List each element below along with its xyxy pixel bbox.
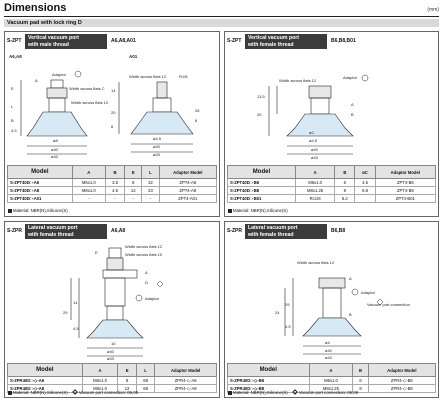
table-cell: 8	[353, 385, 368, 393]
square-bullet-icon	[228, 391, 232, 395]
spec-table	[7, 363, 217, 393]
dimension-drawing	[7, 52, 219, 162]
table-cell: 12	[118, 385, 136, 393]
table-row	[228, 187, 436, 195]
table-cell: ZPR4-◇-A6	[155, 377, 217, 385]
note-text: Vacuum port connection: 06,08	[78, 390, 139, 395]
drawing-label: Adaptor	[52, 72, 67, 77]
dimension-drawing	[227, 52, 438, 162]
drawing-label: ø4.5	[153, 136, 162, 141]
column-header: L	[136, 364, 154, 377]
section-title: Vacuum pad with lock ring D	[4, 19, 439, 27]
drawing-label: A01	[129, 54, 138, 59]
drawing-svg	[227, 52, 438, 162]
table-cell: ZPT4-A6	[159, 179, 216, 187]
badge-line: Vertical vacuum port	[248, 34, 300, 41]
column-header: A	[295, 166, 334, 179]
series-code: S-ZPR	[7, 228, 22, 234]
drawing-label: ø43	[153, 152, 160, 157]
adaptor-marker	[136, 295, 142, 301]
drawing-label: Width across flats 12	[297, 260, 335, 265]
table-cell: ZPT4-A8	[159, 187, 216, 195]
table-cell: -	[105, 195, 124, 203]
table-cell: 6	[335, 179, 355, 187]
table-row	[228, 377, 436, 385]
material-note	[8, 390, 138, 395]
table-cell: 3.5	[105, 179, 124, 187]
drawing-label: L	[11, 104, 14, 109]
table-cell: M8x1.0	[72, 187, 105, 195]
drawing-label: ø43	[325, 355, 332, 360]
table-cell: 8	[125, 179, 142, 187]
drawing-label: 13.5	[257, 94, 265, 99]
model-cell: S-ZPT40D□-A01	[8, 195, 73, 203]
drawing-label: 4.5	[73, 326, 79, 331]
series-code: S-ZPT	[7, 38, 22, 44]
drawing-label: Width across flats 10	[125, 252, 163, 257]
type-badge	[245, 34, 327, 49]
drawing-label: ø8	[53, 138, 58, 143]
drawing-label: B	[351, 112, 354, 117]
drawing-label: B	[349, 312, 352, 317]
table-cell: Rc1/8	[295, 195, 334, 203]
adaptor-marker	[362, 75, 368, 81]
table-cell: ZPT4-B01	[375, 195, 435, 203]
column-header: Model	[228, 364, 310, 377]
badge-line: Lateral vacuum port	[248, 224, 298, 231]
drawing-label: 14	[73, 300, 78, 305]
drawing-label: Width across flats 12	[279, 78, 317, 83]
drawing-label: Width across flats C	[69, 86, 105, 91]
type-badge	[25, 224, 107, 239]
model-cell: S-ZPR40D□-◇-A8	[8, 385, 83, 393]
drawing-label: Adaptor	[343, 75, 358, 80]
panel-zpt-female	[224, 31, 439, 217]
note-text: Material: NBR(N),Silicone(S)	[13, 390, 68, 395]
drawing-svg	[227, 240, 438, 360]
badge-line: with female thread	[248, 41, 294, 48]
material-note	[228, 208, 288, 213]
variants-label: B6,B8	[331, 228, 346, 234]
variants-label: A6,A8,A01	[111, 38, 136, 44]
drawing-label: A6,A8	[9, 54, 22, 59]
drawing-label: E	[11, 86, 14, 91]
column-header: øC	[355, 166, 375, 179]
table-cell: 12	[125, 187, 142, 195]
drawing-label: ø40	[107, 349, 114, 354]
series-code: S-ZPT	[227, 38, 242, 44]
drawing-label: ø43	[311, 155, 318, 160]
column-header: L	[142, 166, 159, 179]
drawing-label: ø4.5	[309, 138, 318, 143]
drawing-label: 8	[195, 118, 198, 123]
table-cell: 4.5	[105, 187, 124, 195]
drawing-label: ø43	[51, 154, 58, 159]
panel-zpr-b	[224, 221, 439, 398]
badge-line: Vertical vacuum port	[28, 34, 80, 41]
drawing-label: ø43	[107, 356, 114, 361]
drawing-label: ø40	[311, 147, 318, 152]
drawing-label: ø40	[153, 144, 160, 149]
column-header: A	[309, 364, 353, 377]
column-header: Model	[8, 166, 73, 179]
drawing-label: ø40	[51, 147, 58, 152]
column-header: B	[353, 364, 368, 377]
note-text: Material: NBR(N),Silicone(S)	[13, 208, 68, 213]
drawing-label: Width across flats 12	[71, 100, 109, 105]
table-row	[8, 377, 217, 385]
table-cell	[355, 195, 375, 203]
drawing-label: Vacuum port connection	[367, 302, 410, 307]
model-cell: S-ZPR40D□-◇-B8	[228, 385, 310, 393]
column-header: A	[82, 364, 118, 377]
badge-line: with female thread	[28, 231, 74, 238]
spec-table	[7, 165, 217, 203]
column-header: Model	[228, 166, 296, 179]
table-cell: M6x1.0	[309, 377, 353, 385]
page-header	[4, 2, 439, 16]
drawing-label: øC	[309, 130, 315, 135]
drawing-label: ø4	[325, 340, 330, 345]
drawing-label: 6	[111, 124, 114, 129]
drawing-label: 29	[63, 310, 68, 315]
note-text: Vacuum port connection: 06,08	[298, 390, 359, 395]
table-cell: M6x1.0	[72, 179, 105, 187]
column-header: Model	[8, 364, 83, 377]
material-note	[8, 208, 68, 213]
table-cell: 4.5	[355, 179, 375, 187]
drawing-label: A	[351, 102, 354, 107]
diamond-icon	[292, 389, 298, 395]
square-bullet-icon	[228, 209, 232, 213]
table-row	[8, 179, 217, 187]
drawing-label: 4.5	[285, 324, 291, 329]
model-cell: S-ZPR40D□-◇-A6	[8, 377, 83, 385]
model-cell: S-ZPT40D□-A8	[8, 187, 73, 195]
dimension-drawing	[227, 240, 438, 360]
table-cell: M8x1.25	[295, 187, 334, 195]
panel-zpt-male	[4, 31, 220, 217]
type-badge	[25, 34, 107, 49]
column-header: Adaptor Model	[375, 166, 435, 179]
drawing-label: 29	[285, 302, 290, 307]
table-cell: ZPR4-◇-A8	[155, 385, 217, 393]
drawing-label: 10	[111, 341, 116, 346]
drawing-label: B	[11, 118, 14, 123]
dimension-drawing	[7, 240, 219, 360]
table-cell: ZPR4-◇-B6	[368, 377, 435, 385]
table-cell: -	[72, 195, 105, 203]
page-title: Dimensions	[4, 2, 67, 14]
drawing-label: E	[95, 250, 98, 255]
diamond-icon	[72, 389, 78, 395]
column-header: A	[72, 166, 105, 179]
drawing-label: Adaptor	[361, 290, 376, 295]
table-cell: 8	[118, 377, 136, 385]
note-text: Material: NBR(N),Silicone(S)	[233, 390, 288, 395]
drawing-svg	[7, 52, 219, 162]
badge-line: with female thread	[248, 231, 294, 238]
model-cell: S-ZPT40D□-B6	[228, 179, 296, 187]
column-header: E	[125, 166, 142, 179]
model-cell: S-ZPR40D□-◇-B6	[228, 377, 310, 385]
table-cell: 6	[353, 377, 368, 385]
column-header: Adaptor Model	[159, 166, 216, 179]
adaptor-marker	[75, 71, 81, 77]
note-text: Material: NBR(N),Silicone(S)	[233, 208, 288, 213]
table-row	[8, 195, 217, 203]
drawing-label: D	[145, 280, 148, 285]
table-row	[228, 195, 436, 203]
table-cell: 32	[142, 179, 159, 187]
column-header: E	[118, 364, 136, 377]
variants-label: A6,A8	[111, 228, 126, 234]
table-cell: M8x1.25	[309, 385, 353, 393]
table-row	[228, 179, 436, 187]
table-cell: ZPT4-B8	[375, 187, 435, 195]
unit-label: (mm)	[427, 7, 439, 13]
table-cell: ZPR4-◇-B8	[368, 385, 435, 393]
column-header: Adaptor Model	[368, 364, 435, 377]
model-cell: S-ZPT40D□-B8	[228, 187, 296, 195]
type-badge	[245, 224, 327, 239]
spec-table	[227, 165, 436, 203]
table-cell: -	[125, 195, 142, 203]
material-note	[228, 390, 358, 395]
badge-line: Lateral vacuum port	[28, 224, 78, 231]
table-cell: ZPT4-B6	[375, 179, 435, 187]
spec-table	[227, 363, 436, 393]
table-cell: M8x1.0	[82, 385, 118, 393]
drawing-label: A	[35, 78, 38, 83]
table-cell: 8	[335, 187, 355, 195]
table-row	[8, 187, 217, 195]
drawing-label: Width across flats 12	[129, 74, 167, 79]
drawing-label: 26	[195, 108, 200, 113]
table-cell: 6.8	[355, 187, 375, 195]
drawing-label: 20	[257, 112, 262, 117]
table-cell: 23	[142, 187, 159, 195]
variants-label: B6,B8,B01	[331, 38, 356, 44]
drawing-label: Width across flats 12	[125, 244, 163, 249]
table-cell: 6.2	[335, 195, 355, 203]
table-cell: -	[142, 195, 159, 203]
panel-zpr-a	[4, 221, 220, 398]
drawing-label: ø40	[325, 348, 332, 353]
header-rule	[4, 16, 439, 17]
diamond-icon	[157, 281, 163, 287]
adaptor-marker	[352, 289, 358, 295]
drawing-label: 4.5	[11, 128, 17, 133]
drawing-label: R1/8	[179, 74, 188, 79]
square-bullet-icon	[8, 391, 12, 395]
drawing-label: 24	[275, 310, 280, 315]
table-cell: 68	[136, 385, 154, 393]
column-header: B	[105, 166, 124, 179]
series-code: S-ZPR	[227, 228, 242, 234]
column-header: B	[335, 166, 355, 179]
table-cell: 68	[136, 377, 154, 385]
badge-line: with male thread	[28, 41, 69, 48]
model-cell: S-ZPT40D□-B01	[228, 195, 296, 203]
column-header: Adaptor Model	[155, 364, 217, 377]
drawing-label: 20	[111, 110, 116, 115]
drawing-label: A	[145, 270, 148, 275]
drawing-label: Adaptor	[145, 296, 160, 301]
drawing-label: 14	[111, 88, 116, 93]
model-cell: S-ZPT40D□-A6	[8, 179, 73, 187]
table-cell: M6x1.0	[82, 377, 118, 385]
drawing-label: A	[349, 276, 352, 281]
square-bullet-icon	[8, 209, 12, 213]
table-cell: ZPT4-A01	[159, 195, 216, 203]
table-cell: M6x1.0	[295, 179, 334, 187]
